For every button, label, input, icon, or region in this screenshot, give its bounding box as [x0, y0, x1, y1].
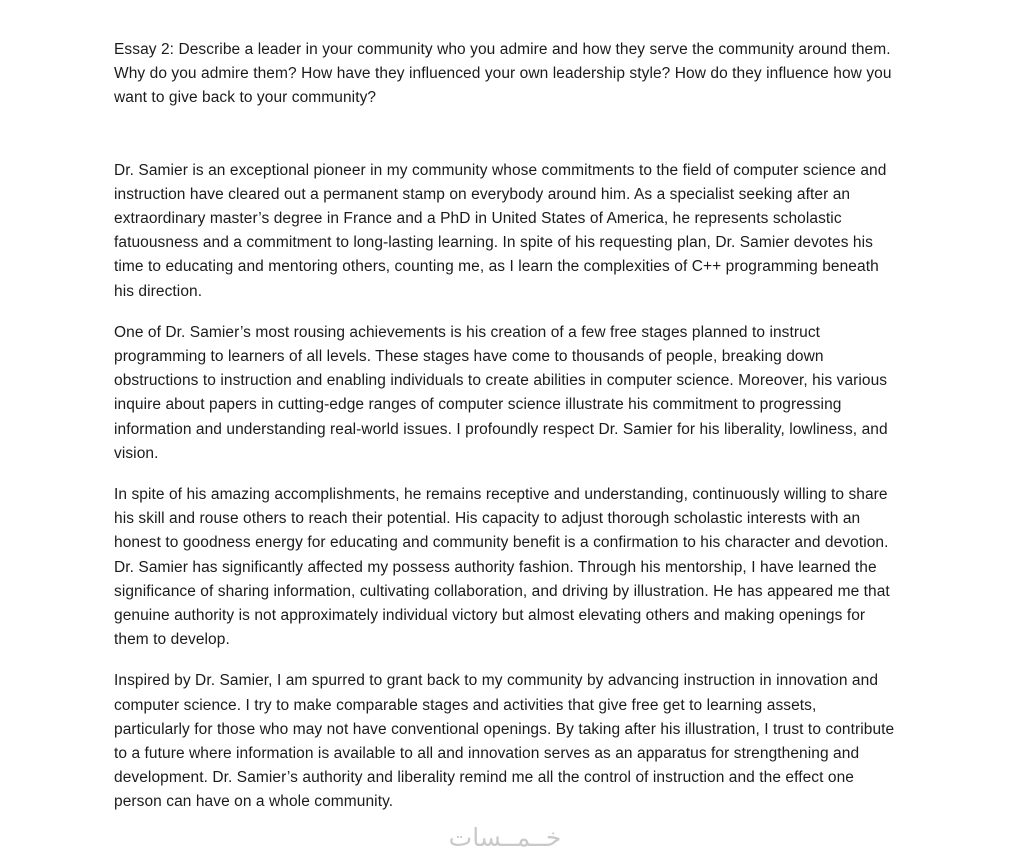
essay-paragraph: Inspired by Dr. Samier, I am spurred to grant back to my community by advancing instruction in innovation and computer science. I try to make comparable stages and activities that give free get to learning assets, particularly for those who may not have conventional openings. By taking after his illustration, I trust to contribute to a future where information is available to all and innovation serves as an apparatus for strengthening and development. Dr. Samier’s authority and liberality remind me all the control of instruction and the effect one person can have on a whole community. — [114, 672, 895, 811]
essay-paragraph: One of Dr. Samier’s most rousing achievements is his creation of a few free stages planned to instruct programming to learners of all levels. These stages have come to thousands of people, breaking down obstructions to instruction and enabling individuals to create abilities in computer science. Moreover, his various inquire about papers in cutting-edge ranges of computer science illustrate his commitment to progressing information and understanding real-world issues. I profoundly respect Dr. Samier for his liberality, lowliness, and vision. — [114, 323, 888, 462]
essay-prompt: Essay 2: Describe a leader in your community who you admire and how they serve the community around them. Why do you admire them? How have they influenced your own leadership style? How do they influence how you want to give back to your community? — [114, 41, 892, 107]
document-content — [114, 38, 896, 815]
essay-paragraph: Dr. Samier is an exceptional pioneer in my community whose commitments to the field of computer science and instruction have cleared out a permanent stamp on everybody around him. As a specialist seeking after an extraordinary master’s degree in France and a PhD in United States of America, he represents scholastic fatuousness and a commitment to long-lasting learning. In spite of his requesting plan, Dr. Samier devotes his time to educating and mentoring others, counting me, as I learn the complexities of C++ programming beneath his direction. — [114, 161, 887, 300]
watermark-text: خــمــسات — [448, 823, 562, 852]
prompt-body-spacer — [114, 111, 896, 159]
essay-paragraph: In spite of his amazing accomplishments, he remains receptive and understanding, continuously willing to share his skill and rouse others to reach their potential. His capacity to adjust thorough scholastic interests with an honest to goodness energy for educating and community benefit is a confirmation to his character and devotion. Dr. Samier has significantly affected my possess authority fashion. Through his mentorship, I have learned the significance of sharing information, cultivating collaboration, and driving by illustration. He has appeared me that genuine authority is not approximately individual victory but almost elevating others and making openings for them to develop. — [114, 486, 890, 649]
essay-body — [114, 159, 896, 815]
